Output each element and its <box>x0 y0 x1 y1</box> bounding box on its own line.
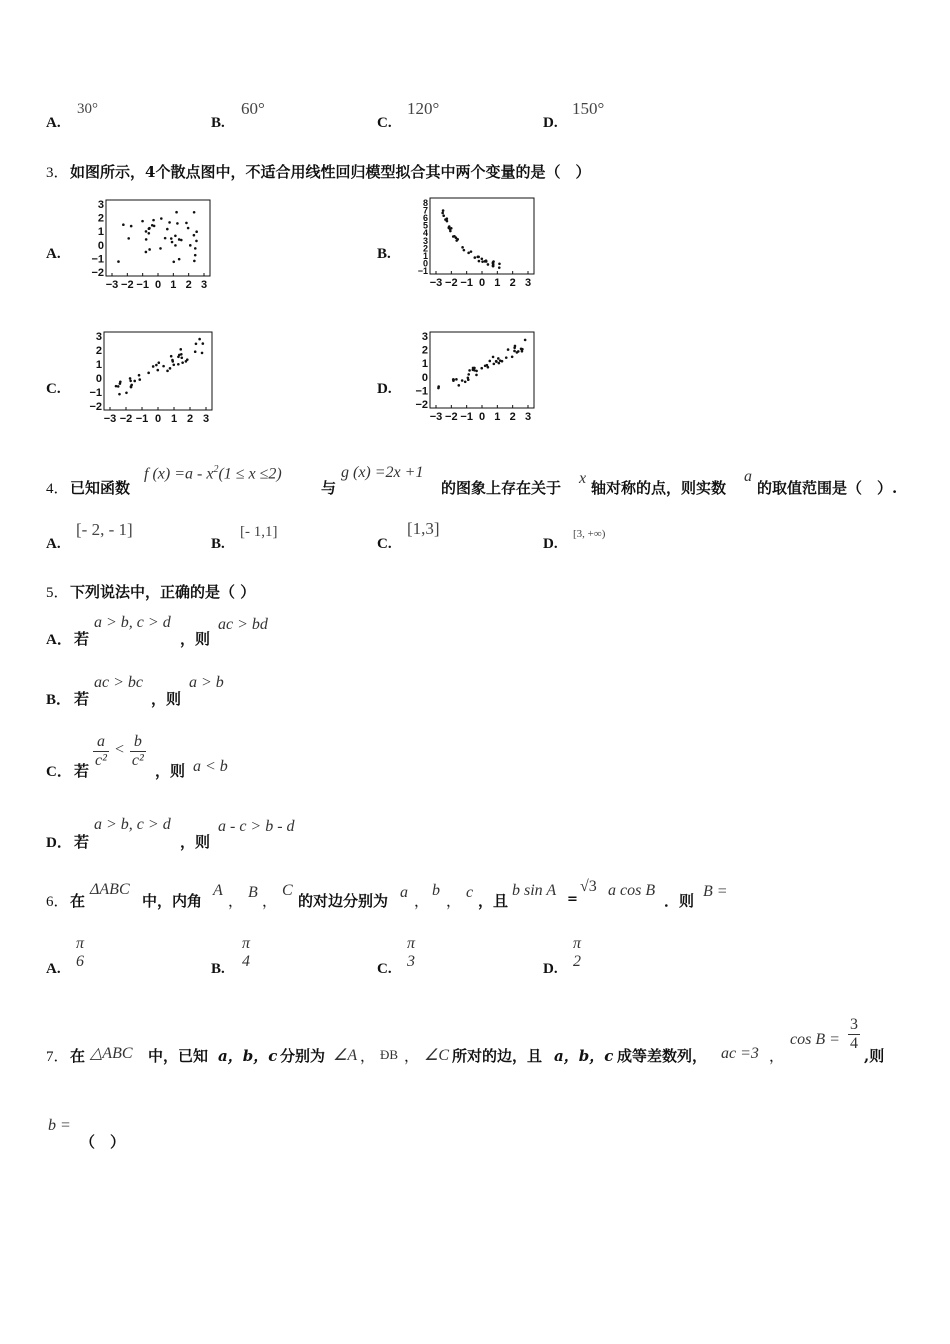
y-tick-label: 2 <box>422 243 428 254</box>
scatter-point <box>179 348 182 351</box>
q6-eq-left: b sin A <box>512 882 557 899</box>
scatter-point <box>498 262 501 265</box>
scatter-point <box>194 254 197 257</box>
q5-option-a-then: ，则 <box>180 630 211 648</box>
scatter-point <box>170 237 173 240</box>
scatter-plot-d <box>412 328 544 426</box>
q7-cosb: cos B = <box>790 1031 840 1048</box>
q7-text-3: 分别为 <box>280 1047 326 1065</box>
q5-option-b-result: a > b <box>189 674 224 691</box>
q7-cosb-value: $\frac{3}{4}$ <box>850 1016 858 1052</box>
q6-text-1: 在 <box>70 892 86 910</box>
scatter-point <box>166 370 169 373</box>
scatter-point <box>180 239 183 242</box>
scatter-point <box>129 380 132 383</box>
scatter-point <box>480 367 483 370</box>
y-tick-label: 2 <box>421 344 428 357</box>
scatter-point <box>455 236 458 239</box>
scatter-point <box>476 256 479 259</box>
q4-option-c-label: C. <box>377 536 392 552</box>
q3-text: 如图所示，4个散点图中，不适合用线性回归模型拟合其中两个变量的是（ ） <box>70 163 591 181</box>
scatter-point <box>449 228 452 231</box>
scatter-point <box>488 360 491 363</box>
q5-option-d-result: a - c > b - d <box>218 818 295 835</box>
x-tick-label: 3 <box>524 277 532 289</box>
scatter-point <box>497 357 500 360</box>
q5-option-a-if: 若 <box>74 630 90 648</box>
option-a-value: 30° <box>77 101 98 117</box>
q7-sides-2: a，b，c <box>554 1047 614 1065</box>
scatter-point <box>177 355 180 358</box>
scatter-point <box>464 380 467 383</box>
y-tick-label: −1 <box>417 266 428 276</box>
scatter-point <box>514 345 517 348</box>
scatter-point <box>170 355 173 358</box>
q7-text-2: 中，已知 <box>148 1047 209 1065</box>
y-tick-label: 1 <box>95 359 102 371</box>
scatter-point <box>193 211 196 214</box>
scatter-point <box>141 220 144 223</box>
x-tick-label: 3 <box>202 413 210 425</box>
scatter-point <box>437 387 440 390</box>
y-tick-label: 2 <box>95 345 102 357</box>
scatter-point <box>189 244 192 247</box>
scatter-point <box>195 230 198 233</box>
q5-option-c-inequality: $\frac{a}{\text{c²}}$ < $\frac{b}{\text{c²}}$ <box>95 733 144 769</box>
scatter-point <box>470 250 473 253</box>
scatter-point <box>145 251 148 254</box>
scatter-point <box>195 343 198 346</box>
q5-option-d-condition: a > b, c > d <box>94 816 171 833</box>
scatter-point <box>194 350 197 353</box>
q4-text-1: 已知函数 <box>70 479 131 497</box>
x-tick-label: −1 <box>136 279 149 291</box>
plot-a-label: A. <box>46 246 61 262</box>
y-tick-label: 8 <box>422 198 428 208</box>
scatter-point <box>467 373 470 376</box>
scatter-point <box>520 348 523 351</box>
scatter-point <box>463 249 466 252</box>
x-tick-label: −2 <box>119 413 133 425</box>
scatter-point <box>492 263 495 266</box>
q5-option-b-then: ，则 <box>151 690 182 708</box>
q5-option-a-label: A． <box>46 632 72 648</box>
y-tick-label: −2 <box>89 401 102 413</box>
q6-angle-c: C <box>282 882 293 899</box>
q6-option-b-label: B. <box>211 961 225 977</box>
scatter-point <box>511 355 514 358</box>
scatter-point <box>498 362 501 365</box>
scatter-point <box>172 363 175 366</box>
x-tick-label: −3 <box>429 277 443 289</box>
q6-number: 6． <box>46 894 69 910</box>
scatter-point <box>181 361 184 364</box>
y-tick-label: 5 <box>422 220 428 231</box>
x-tick-label: 3 <box>200 279 208 291</box>
scatter-point <box>152 219 155 222</box>
option-d-label: D. <box>543 115 558 131</box>
scatter-point <box>138 378 141 381</box>
scatter-point <box>180 353 183 356</box>
q7-angle-b: ÐB <box>380 1047 399 1062</box>
q7-ac-eq: ac =3 <box>721 1045 759 1062</box>
y-tick-label: 3 <box>422 235 428 246</box>
y-tick-label: 3 <box>95 331 102 343</box>
scatter-point <box>164 237 167 240</box>
scatter-point <box>168 221 171 224</box>
q3-number: 3． <box>46 165 69 181</box>
q6-option-a-label: A. <box>46 961 61 977</box>
q7-sides: a，b，c <box>218 1047 278 1065</box>
scatter-point <box>160 217 163 220</box>
q4-var-x: x <box>579 470 587 487</box>
y-tick-label: 2 <box>97 212 104 225</box>
option-a-label: A. <box>46 115 61 131</box>
q5-option-d-if: 若 <box>74 833 90 851</box>
scatter-point <box>157 361 160 364</box>
scatter-point <box>130 384 133 387</box>
x-tick-label: 3 <box>524 411 532 423</box>
scatter-point <box>133 380 136 383</box>
q4-text-5: 的取值范围是（ ）. <box>757 479 898 497</box>
scatter-point <box>130 225 133 228</box>
scatter-point <box>159 247 162 250</box>
q7-text-6: ,则 <box>864 1047 885 1065</box>
x-tick-label: 0 <box>154 279 162 291</box>
scatter-point <box>145 230 148 233</box>
option-c-value: 120° <box>407 99 440 118</box>
q5-option-d-then: ，则 <box>180 833 211 851</box>
q6-text-4: ，且 <box>478 892 509 910</box>
scatter-point <box>178 258 181 261</box>
x-tick-label: 1 <box>494 277 501 289</box>
y-tick-label: −1 <box>415 385 428 398</box>
scatter-point <box>457 384 460 387</box>
q4-number: 4． <box>46 481 69 497</box>
scatter-point <box>472 367 475 370</box>
y-tick-label: 3 <box>421 331 428 343</box>
scatter-point <box>176 222 179 225</box>
q6-triangle: ΔABC <box>90 881 130 898</box>
scatter-point <box>119 380 122 383</box>
scatter-point <box>172 261 175 264</box>
x-tick-label: 0 <box>154 413 162 425</box>
scatter-point <box>175 211 178 214</box>
q6-eq-right: a cos B <box>608 882 656 899</box>
scatter-point <box>115 385 118 388</box>
q7-angle-c: ∠C <box>424 1047 450 1064</box>
x-tick-label: −3 <box>103 413 117 425</box>
q5-option-c-if: 若 <box>74 762 90 780</box>
q7-triangle: △ABC <box>90 1045 133 1062</box>
x-tick-label: −3 <box>429 411 443 423</box>
scatter-point <box>442 209 445 212</box>
scatter-point <box>474 256 477 259</box>
plot-d-label: D. <box>377 381 392 397</box>
q4-func-g: g (x) =2x +1 <box>341 464 424 481</box>
scatter-point <box>148 227 151 230</box>
scatter-point <box>194 247 197 250</box>
q7-text-5: 成等差数列， <box>617 1047 708 1065</box>
scatter-point <box>166 228 169 231</box>
x-tick-label: −1 <box>135 413 149 425</box>
x-tick-label: 2 <box>509 411 516 423</box>
y-tick-label: 4 <box>422 228 428 239</box>
x-tick-label: 0 <box>478 411 486 423</box>
q4-text-2: 与 <box>321 479 337 497</box>
q4-text-4: 轴对称的点，则实数 <box>591 479 727 497</box>
scatter-point <box>467 377 470 380</box>
q5-option-b-condition: ac > bc <box>94 674 143 691</box>
scatter-point <box>155 364 158 367</box>
x-tick-label: −1 <box>460 411 473 423</box>
scatter-point <box>162 365 165 368</box>
scatter-point <box>185 222 188 225</box>
scatter-plot-b <box>412 194 544 292</box>
scatter-point <box>475 374 478 377</box>
x-tick-label: 2 <box>185 279 192 291</box>
q6-side-b: b <box>432 882 440 899</box>
scatter-point <box>481 260 484 263</box>
q6-option-c-label: C. <box>377 961 392 977</box>
y-tick-label: −1 <box>91 253 104 266</box>
scatter-point <box>492 356 495 359</box>
scatter-point <box>198 338 201 341</box>
scatter-point <box>169 367 172 370</box>
scatter-point <box>478 260 481 263</box>
scatter-point <box>171 241 174 244</box>
y-tick-label: 1 <box>422 250 428 261</box>
y-tick-label: 0 <box>421 371 428 384</box>
y-tick-label: −2 <box>91 267 104 279</box>
q6-option-a-value: π 6 <box>76 935 85 970</box>
scatter-point <box>467 252 470 255</box>
scatter-point <box>498 266 501 269</box>
q7-text-1: 在 <box>70 1047 86 1065</box>
q4-var-a: a <box>744 468 752 485</box>
scatter-point <box>499 359 502 362</box>
q6-side-c: c <box>466 884 474 901</box>
scatter-point <box>117 260 120 263</box>
q4-option-b-value: [- 1,1] <box>240 524 278 540</box>
scatter-point <box>122 223 125 226</box>
q7-number: 7． <box>46 1049 69 1065</box>
q4-option-c-value: [1,3] <box>407 519 440 538</box>
q5-option-d-label: D． <box>46 835 72 851</box>
y-tick-label: 1 <box>421 358 428 371</box>
q5-option-c-result: a < b <box>193 758 228 775</box>
scatter-point <box>524 339 527 342</box>
scatter-point <box>468 369 471 372</box>
x-tick-label: 1 <box>170 413 178 425</box>
q4-option-a-value: [- 2, - 1] <box>76 520 133 539</box>
x-tick-label: −2 <box>445 277 458 289</box>
scatter-point <box>148 248 151 251</box>
q5-option-a-result: ac > bd <box>218 616 268 633</box>
q6-side-a: a <box>400 884 408 901</box>
plot-b-label: B. <box>377 246 391 262</box>
q6-angle-a: A <box>213 882 223 899</box>
scatter-point <box>481 257 484 260</box>
scatter-point <box>138 374 141 377</box>
scatter-point <box>487 366 490 369</box>
x-tick-label: −2 <box>121 279 134 291</box>
q5-option-c-label: C． <box>46 764 72 780</box>
q7-ask: b = <box>48 1117 71 1134</box>
scatter-point <box>156 369 159 372</box>
scatter-point <box>193 260 196 263</box>
x-tick-label: 0 <box>478 277 486 289</box>
plot-frame <box>430 332 534 408</box>
scatter-point <box>505 356 508 359</box>
scatter-point <box>125 391 128 394</box>
q4-option-d-value: [3, +∞) <box>573 528 606 540</box>
option-d-value: 150° <box>572 99 605 118</box>
scatter-point <box>174 234 177 237</box>
y-tick-label: 0 <box>97 239 104 252</box>
scatter-point <box>174 244 177 247</box>
scatter-plot-c <box>80 328 220 430</box>
q4-option-b-label: B. <box>211 536 225 552</box>
x-tick-label: −2 <box>445 411 458 423</box>
x-tick-label: 1 <box>494 411 501 423</box>
x-tick-label: −3 <box>105 279 119 291</box>
q6-text-3: 的对边分别为 <box>298 892 389 910</box>
scatter-point <box>484 364 487 367</box>
q5-text: 下列说法中，正确的是（ ） <box>70 583 256 601</box>
q6-angle-b: B <box>248 884 258 901</box>
scatter-point <box>493 363 496 366</box>
scatter-point <box>444 218 447 221</box>
scatter-point <box>117 385 120 388</box>
scatter-point <box>452 378 455 381</box>
x-tick-label: 1 <box>170 279 177 291</box>
scatter-point <box>118 393 121 396</box>
x-tick-label: 2 <box>186 413 194 425</box>
scatter-point <box>177 363 180 366</box>
q4-func-f: f $(x) =a - x^2(1 \le x \le 2)$ <box>144 464 282 483</box>
scatter-point <box>516 351 519 354</box>
scatter-point <box>171 359 174 362</box>
scatter-point <box>461 246 464 249</box>
option-b-value: 60° <box>241 99 265 118</box>
scatter-point <box>193 234 196 237</box>
scatter-point <box>507 348 510 351</box>
x-tick-label: −1 <box>460 277 473 289</box>
q5-option-a-condition: a > b, c > d <box>94 614 171 631</box>
scatter-point <box>148 232 151 235</box>
scatter-point <box>485 260 488 263</box>
q4-option-a-label: A. <box>46 536 61 552</box>
scatter-point <box>180 356 183 359</box>
scatter-point <box>461 379 464 382</box>
scatter-point <box>185 360 188 363</box>
y-tick-label: 7 <box>422 205 428 216</box>
scatter-point <box>513 350 516 353</box>
y-tick-label: 1 <box>97 226 104 239</box>
q6-ask: B = <box>703 883 728 900</box>
x-tick-label: 2 <box>509 277 516 289</box>
scatter-point <box>187 227 190 230</box>
scatter-point <box>145 238 148 241</box>
y-tick-label: 3 <box>97 199 104 211</box>
scatter-point <box>147 372 150 375</box>
scatter-point <box>455 239 458 242</box>
y-tick-label: 0 <box>422 258 428 269</box>
plot-c-label: C. <box>46 381 61 397</box>
q5-option-c-then: ，则 <box>155 762 186 780</box>
scatter-point <box>202 342 205 345</box>
y-tick-label: 0 <box>95 373 102 385</box>
q6-sqrt3: √3 <box>580 878 597 895</box>
scatter-plot-a <box>82 196 218 294</box>
y-tick-label: −2 <box>415 399 428 411</box>
q6-text-5: ．则 <box>664 892 695 910</box>
q5-option-b-label: B． <box>46 692 72 708</box>
scatter-point <box>495 360 498 363</box>
scatter-point <box>127 237 130 240</box>
q5-option-b-if: 若 <box>74 690 90 708</box>
scatter-point <box>455 378 458 381</box>
q4-text-3: 的图象上存在关于 <box>441 479 562 497</box>
scatter-point <box>442 214 445 217</box>
q6-text-2: 中，内角 <box>142 892 203 910</box>
q6-eq-sign: = <box>567 892 578 907</box>
scatter-point <box>441 212 444 215</box>
q6-option-d-label: D. <box>543 961 558 977</box>
y-tick-label: 6 <box>422 213 428 224</box>
scatter-point <box>152 365 155 368</box>
option-c-label: C. <box>377 115 392 131</box>
q6-option-d-value: π 2 <box>573 935 582 970</box>
scatter-point <box>129 377 132 380</box>
scatter-point <box>201 352 204 355</box>
q7-angle-a: ∠A <box>333 1047 358 1064</box>
scatter-point <box>151 224 154 227</box>
q6-option-b-value: π 4 <box>242 935 251 970</box>
q5-number: 5． <box>46 585 69 601</box>
scatter-point <box>195 240 198 243</box>
scatter-point <box>475 370 478 373</box>
option-b-label: B. <box>211 115 225 131</box>
y-tick-label: −1 <box>89 387 102 399</box>
q7-text-4: 所对的边，且 <box>452 1047 543 1065</box>
q6-option-c-value: π 3 <box>407 935 416 970</box>
q4-option-d-label: D. <box>543 536 558 552</box>
scatter-point <box>487 263 490 266</box>
q7-answer-paren: （ ） <box>80 1133 126 1151</box>
